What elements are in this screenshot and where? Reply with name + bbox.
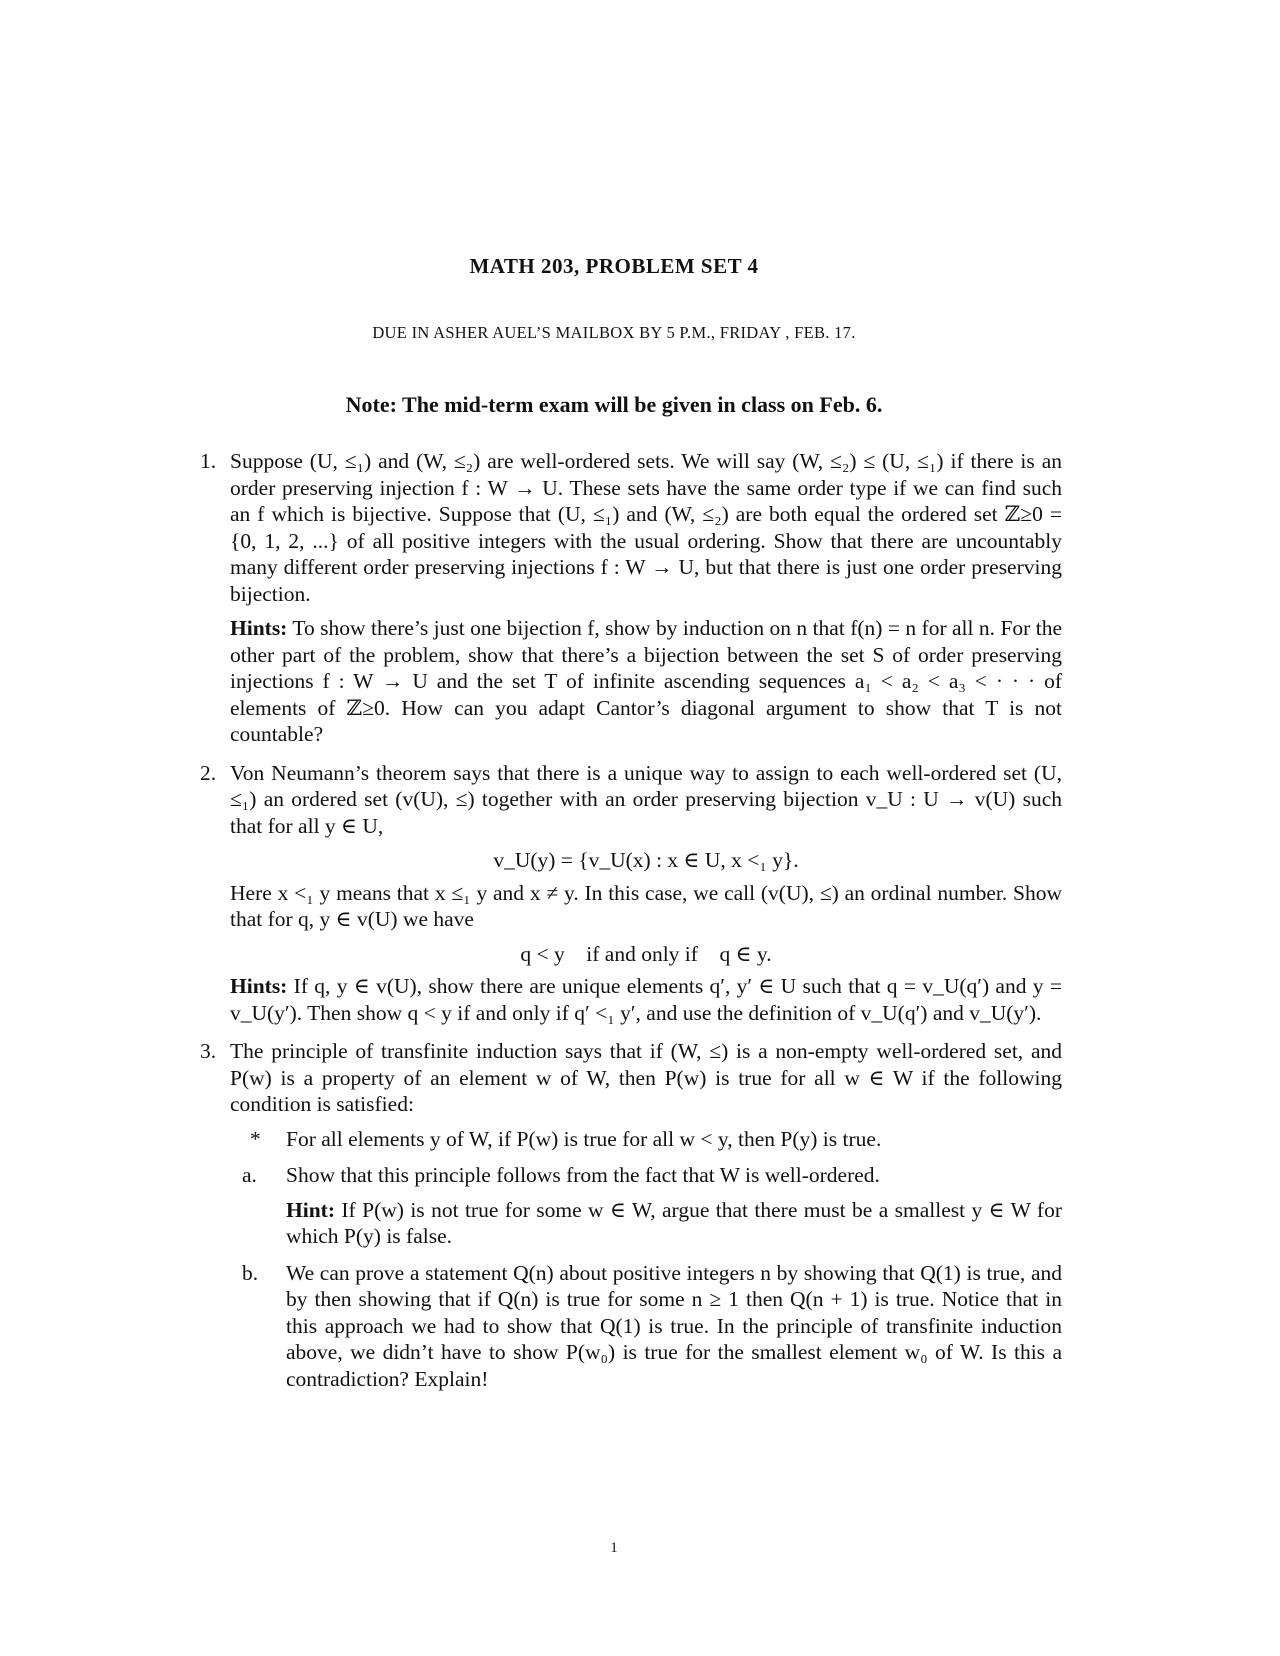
condition-text: For all elements y of W, if P(w) is true for all w < y, then P(y) is true.	[286, 1126, 882, 1151]
part-text: We can prove a statement Q(n) about positive integers n by showing that Q(1) is true, and by then showing that if Q(n) is true for some n ≥ 1 then Q(n + 1) is true. Notice that in this approach we had to show that Q(1) is true. In the principle of transfinite induction above, we didn’t have to show P(w₀) is true for the smallest element w₀ of W. Is this a contradiction? Explain!	[286, 1260, 1062, 1391]
problem-number: 1.	[200, 449, 217, 473]
hint-label: Hints:	[230, 616, 288, 640]
problem-list	[200, 448, 1062, 1404]
problem-2	[200, 760, 1062, 1027]
problem-text: Von Neumann’s theorem says that there is a unique way to assign to each well-ordered set (U, ≤₁) an ordered set (v(U), ≤) together with an order preserving bijection v_U : U → v(U) such that for all y ∈ U,	[230, 760, 1062, 838]
part-hint	[286, 1197, 1062, 1250]
page-title: MATH 203, PROBLEM SET 4	[469, 254, 759, 278]
page-number: 1	[610, 1540, 618, 1556]
hint-label: Hint:	[286, 1197, 335, 1222]
problem-text: The principle of transfinite induction says that if (W, ≤) is a non-empty well-ordered set, and P(w) is a property of an element w of W, then P(w) is true for all w ∈ W if the following condition is satisfied:	[230, 1039, 1062, 1116]
part-b	[242, 1260, 1062, 1393]
problem-hint	[230, 615, 1062, 748]
problem-text: Suppose (U, ≤₁) and (W, ≤₂) are well-ordered sets. We will say (W, ≤₂) ≤ (U, ≤₁) if there is an order preserving injection f : W → U. These sets have the same order type if we can find such an f which is bijective. Suppose that (U, ≤₁) and (W, ≤₂) are both equal the ordered set ℤ≥0 = {0, 1, 2, ...} of all positive integers with the usual ordering. Show that there are uncountably many different order preserving injections f : W → U, but that there is just one order preserving bijection.	[230, 449, 1062, 606]
condition-label: *	[250, 1126, 261, 1151]
hint-label: Hints:	[230, 974, 288, 998]
part-label: b.	[242, 1260, 259, 1285]
problem-hint	[230, 973, 1062, 1026]
part-label: a.	[242, 1163, 257, 1187]
problem-number: 3.	[200, 1039, 217, 1063]
display-equation: q < y if and only if q ∈ y.	[520, 941, 772, 966]
problem-number: 2.	[200, 760, 217, 785]
hint-text: If q, y ∈ v(U), show there are unique elements q′, y′ ∈ U such that q = v_U(q′) and y = v_U(y′). Then show q < y if and only if q′ <₁ y′, and use the definition of v_U(q′) and v_U(y′).	[230, 974, 1062, 1025]
display-equation: v_U(y) = {v_U(x) : x ∈ U, x <₁ y}.	[493, 848, 799, 872]
due-line: DUE IN ASHER AUEL’S MAILBOX BY 5 P.M., FRIDAY , FEB. 17.	[372, 323, 856, 342]
problem-1	[200, 448, 1062, 748]
part-a	[242, 1162, 1062, 1250]
problem-text-continued: Here x <₁ y means that x ≤₁ y and x ≠ y. In this case, we call (v(U), ≤) an ordinal number. Show that for q, y ∈ v(U) we have	[230, 880, 1062, 931]
condition-item	[242, 1126, 1062, 1153]
exam-note: Note: The mid-term exam will be given in class on Feb. 6.	[345, 392, 883, 417]
problem-3	[200, 1038, 1062, 1392]
hint-text: If P(w) is not true for some w ∈ W, argue that there must be a smallest y ∈ W for which P(y) is false.	[286, 1197, 1062, 1248]
hint-text: To show there’s just one bijection f, show by induction on n that f(n) = n for all n. For the other part of the problem, show that there’s a bijection between the set S of order preserving injections f : W → U and the set T of infinite ascending sequences a₁ < a₂ < a₃ < · · · of elements of ℤ≥0. How can you adapt Cantor’s diagonal argument to show that T is not countable?	[230, 616, 1062, 746]
part-text: Show that this principle follows from the fact that W is well-ordered.	[286, 1163, 880, 1187]
